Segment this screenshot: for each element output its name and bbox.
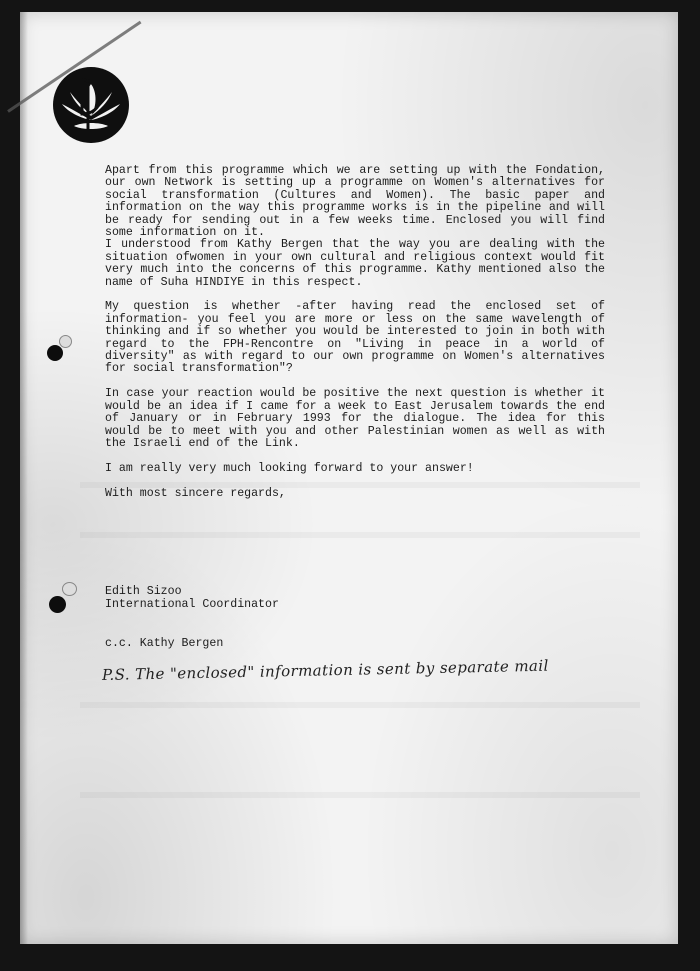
letter-closing: With most sincere regards, bbox=[105, 486, 286, 500]
letter-paragraph: Apart from this programme which we are setting up with the Fondation, our own Network is setting up a programme on Women's alternatives for social transformation (Cultures and Women). The basic paper and information on the way this programme works is in the pipeline and will be ready for sending out in a few weeks time. Enclosed you will find some information on it. bbox=[105, 164, 605, 240]
show-through-line bbox=[80, 532, 640, 538]
punch-hole bbox=[47, 345, 63, 361]
carbon-copy-line: c.c. Kathy Bergen bbox=[105, 637, 224, 650]
letter-paragraph: I understood from Kathy Bergen that the way you are dealing with the situation ofwomen in your own cultural and religious context would fit very much into the concerns of this programme. Kathy mentioned also the name of Suha HINDIYE in this respect. bbox=[105, 238, 605, 289]
paper-shadow-edge bbox=[20, 12, 28, 944]
letter-paragraph: My question is whether -after having read the enclosed set of information- you feel you are more or less on the same wavelength of thinking and if so whether you would be interested to join in both with regard to the FPH-Rencontre on "Living in peace in a world of diversity" as with regard to our own programme on Women's alternatives for social transformation"? bbox=[105, 300, 605, 376]
letter-body bbox=[105, 165, 605, 512]
letter-paragraph: In case your reaction would be positive the next question is whether it would be an idea if I came for a week to East Jerusalem towards the end of January or in February 1993 for the dialogue. The idea for this would be to meet with you and other Palestinian women as well as with the Israeli end of the Link. bbox=[105, 387, 605, 450]
punch-hole bbox=[49, 596, 66, 613]
lotus-logo-icon bbox=[52, 66, 130, 144]
punch-hole-ring bbox=[62, 582, 77, 596]
signature-block bbox=[105, 585, 279, 611]
punch-hole-ring bbox=[59, 335, 72, 348]
handwritten-postscript: P.S. The "enclosed" information is sent by separate mail bbox=[101, 656, 549, 684]
show-through-line bbox=[80, 702, 640, 708]
signer-name: Edith Sizoo bbox=[105, 585, 182, 598]
show-through-line bbox=[80, 792, 640, 798]
signer-title: International Coordinator bbox=[105, 598, 279, 611]
letter-paragraph: I am really very much looking forward to your answer! bbox=[105, 461, 474, 475]
